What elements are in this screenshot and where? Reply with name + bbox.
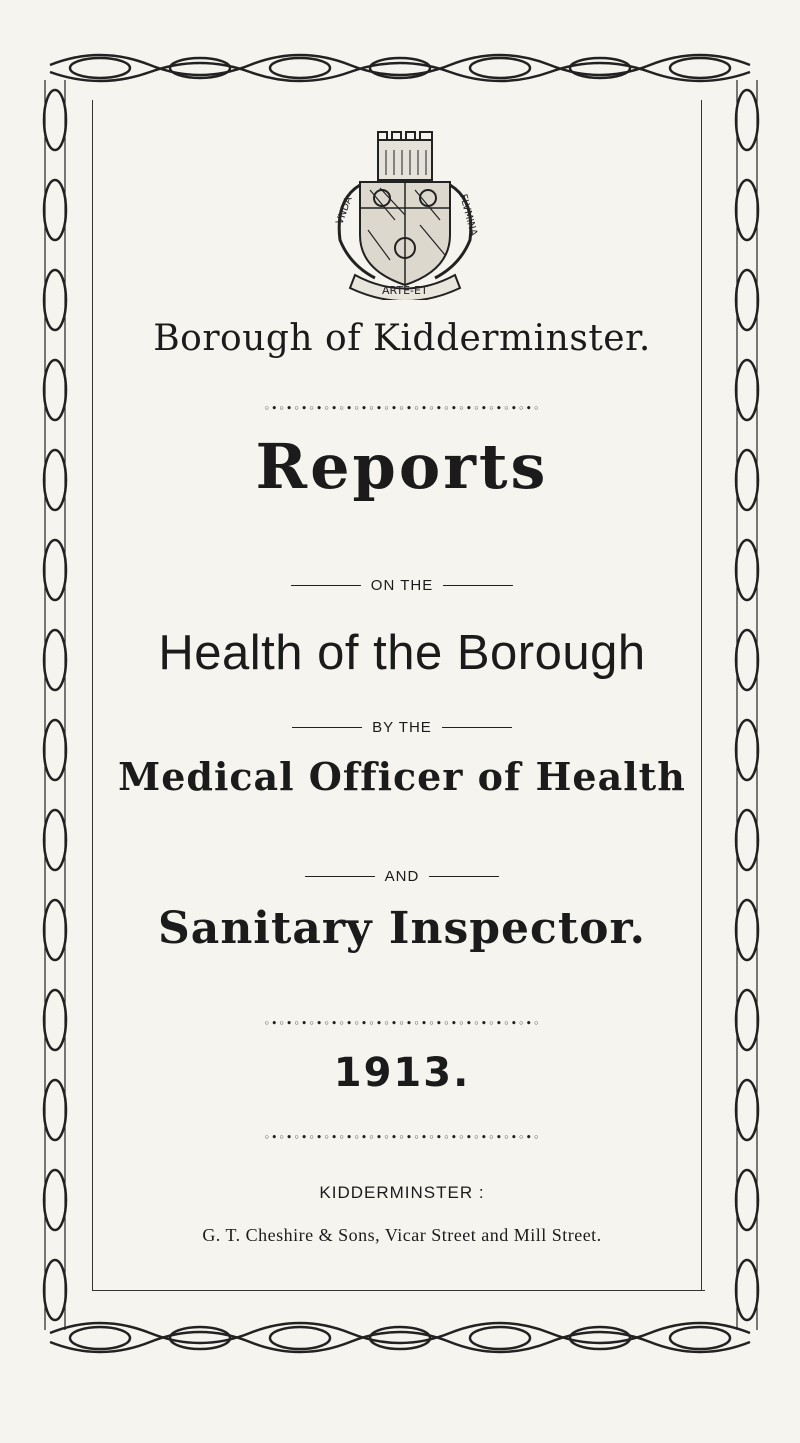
chain-border-top [40, 40, 760, 95]
reports-title: Reports [255, 430, 549, 503]
printer-city: KIDDERMINSTER : [319, 1183, 485, 1202]
year-title: 1913. [333, 1050, 471, 1096]
rule-line [443, 585, 513, 586]
health-title: Health of the Borough [158, 626, 646, 680]
connector-text: AND [384, 868, 420, 885]
medical-officer-title: Medical Officer of Health [118, 754, 686, 799]
connector-text: ON THE [370, 577, 434, 594]
rule-line [429, 876, 499, 877]
rule-line [305, 876, 375, 877]
ornament-rule-1: ◦•◦•◦•◦•◦•◦•◦•◦•◦•◦•◦•◦•◦•◦•◦•◦•◦•◦•◦ [263, 402, 541, 415]
printer-name: G. T. Cheshire & Sons, Vicar Street and Mill Street. [202, 1225, 602, 1245]
rule-line [292, 727, 362, 728]
crest-motto-right: FLVMINA [457, 192, 479, 238]
chain-border-right [722, 80, 772, 1330]
sanitary-inspector-title: Sanitary Inspector. [158, 903, 646, 954]
connector-text: BY THE [372, 719, 432, 736]
chain-border-left [30, 80, 80, 1330]
crest-motto-bottom: ARTE-ET [382, 284, 428, 297]
crest-motto-left: VNDA [334, 195, 355, 227]
ornament-rule-3: ◦•◦•◦•◦•◦•◦•◦•◦•◦•◦•◦•◦•◦•◦•◦•◦•◦•◦•◦ [263, 1131, 541, 1144]
connector-and [92, 868, 712, 885]
rule-line [291, 585, 361, 586]
borough-title: Borough of Kidderminster. [153, 318, 651, 359]
rule-line [442, 727, 512, 728]
connector-on-the [92, 577, 712, 594]
chain-border-bottom [40, 1308, 760, 1368]
inner-frame-right [700, 100, 702, 1290]
connector-by-the [92, 719, 712, 736]
borough-crest-icon [320, 130, 490, 300]
ornament-rule-2: ◦•◦•◦•◦•◦•◦•◦•◦•◦•◦•◦•◦•◦•◦•◦•◦•◦•◦•◦ [263, 1017, 541, 1030]
